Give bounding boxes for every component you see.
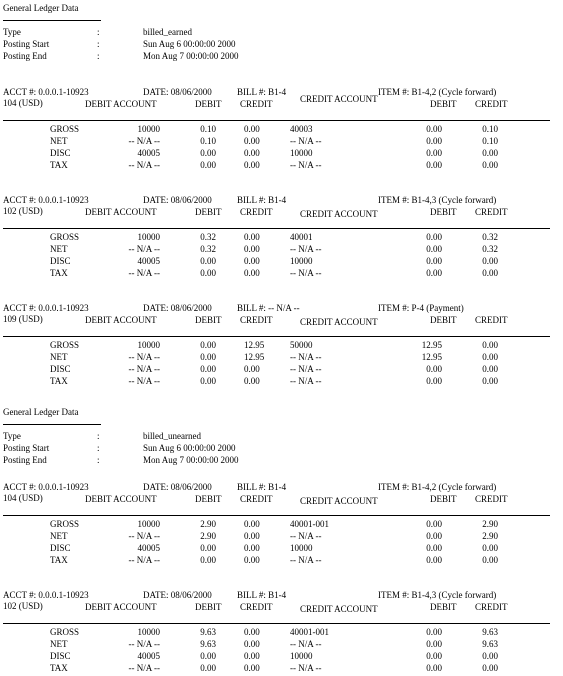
header-debit: DEBIT: [195, 207, 222, 217]
currency-code: 104 (USD): [3, 493, 43, 503]
header-debit: DEBIT: [195, 602, 222, 612]
row-label: NET: [50, 639, 68, 649]
row-debit-account: 10000: [137, 627, 160, 637]
header-debit-2: DEBIT: [430, 602, 457, 612]
meta-colon: :: [97, 39, 100, 49]
header-debit-account: DEBIT ACCOUNT: [85, 494, 157, 504]
row-debit: 0.00: [200, 268, 216, 278]
row-label: DISC: [50, 364, 71, 374]
header-debit: DEBIT: [195, 494, 222, 504]
header-credit: CREDIT: [240, 99, 273, 109]
row-credit: 0.00: [244, 627, 260, 637]
row-debit-account: -- N/A --: [128, 663, 160, 673]
row-credit-account: -- N/A --: [290, 136, 322, 146]
row-debit-2: 0.00: [426, 364, 442, 374]
item-number: ITEM #: B1-4,3 (Cycle forward): [378, 590, 497, 600]
row-debit-2: 12.95: [421, 352, 442, 362]
row-credit-account: 40003: [290, 124, 313, 134]
row-debit-2: 12.95: [421, 340, 442, 350]
bill-date: DATE: 08/06/2000: [143, 87, 212, 97]
row-credit-2: 9.63: [482, 639, 498, 649]
row-credit-2: 0.00: [482, 268, 498, 278]
row-credit: 12.95: [244, 340, 265, 350]
row-credit-account: -- N/A --: [290, 531, 322, 541]
row-debit-account: 40005: [137, 651, 160, 661]
item-number: ITEM #: B1-4,2 (Cycle forward): [378, 87, 497, 97]
row-credit: 0.00: [244, 160, 260, 170]
row-label: NET: [50, 244, 68, 254]
header-credit-account: CREDIT ACCOUNT: [300, 496, 378, 506]
row-debit-2: 0.00: [426, 136, 442, 146]
row-credit-account: -- N/A --: [290, 376, 322, 386]
header-credit-2: CREDIT: [475, 494, 508, 504]
row-label: GROSS: [50, 519, 80, 529]
row-credit: 0.00: [244, 136, 260, 146]
row-credit-account: -- N/A --: [290, 352, 322, 362]
row-debit-2: 0.00: [426, 543, 442, 553]
bill-number: BILL #: B1-4: [237, 590, 287, 600]
row-credit-account: -- N/A --: [290, 364, 322, 374]
row-debit-2: 0.00: [426, 148, 442, 158]
header-credit-2: CREDIT: [475, 207, 508, 217]
row-credit: 0.00: [244, 519, 260, 529]
header-credit: CREDIT: [240, 207, 273, 217]
row-label: TAX: [50, 555, 68, 565]
row-credit-2: 0.00: [482, 340, 498, 350]
row-credit-2: 9.63: [482, 627, 498, 637]
row-debit: 9.63: [200, 627, 216, 637]
row-label: GROSS: [50, 232, 80, 242]
row-debit-2: 0.00: [426, 555, 442, 565]
row-debit-2: 0.00: [426, 256, 442, 266]
meta-colon: :: [97, 431, 100, 441]
row-label: TAX: [50, 663, 68, 673]
row-debit-2: 0.00: [426, 376, 442, 386]
row-credit-account: 40001-001: [290, 519, 329, 529]
currency-code: 104 (USD): [3, 98, 43, 108]
header-underline: [3, 120, 550, 121]
meta-label: Posting Start: [3, 443, 50, 453]
row-debit-2: 0.00: [426, 651, 442, 661]
row-credit-2: 0.00: [482, 651, 498, 661]
row-debit-2: 0.00: [426, 627, 442, 637]
row-debit-2: 0.00: [426, 639, 442, 649]
row-credit-account: 10000: [290, 256, 313, 266]
row-debit: 0.00: [200, 160, 216, 170]
row-credit-account: -- N/A --: [290, 663, 322, 673]
meta-value: billed_earned: [143, 27, 192, 37]
bill-date: DATE: 08/06/2000: [143, 303, 212, 313]
section-title: General Ledger Data: [3, 407, 79, 417]
row-debit-account: -- N/A --: [128, 639, 160, 649]
row-credit: 0.00: [244, 531, 260, 541]
row-debit-account: 10000: [137, 340, 160, 350]
header-credit-2: CREDIT: [475, 99, 508, 109]
row-debit: 0.00: [200, 651, 216, 661]
row-label: TAX: [50, 268, 68, 278]
row-credit: 0.00: [244, 663, 260, 673]
row-credit-2: 0.00: [482, 352, 498, 362]
row-label: NET: [50, 531, 68, 541]
row-label: TAX: [50, 376, 68, 386]
row-credit-account: 10000: [290, 148, 313, 158]
row-debit-account: 10000: [137, 232, 160, 242]
row-credit-2: 0.32: [482, 244, 498, 254]
row-credit-2: 0.00: [482, 555, 498, 565]
header-credit: CREDIT: [240, 315, 273, 325]
bill-number: BILL #: B1-4: [237, 87, 287, 97]
row-label: DISC: [50, 651, 71, 661]
header-credit-account: CREDIT ACCOUNT: [300, 94, 378, 104]
meta-label: Posting End: [3, 455, 47, 465]
row-debit: 0.00: [200, 663, 216, 673]
row-credit-account: -- N/A --: [290, 244, 322, 254]
row-debit: 0.00: [200, 256, 216, 266]
meta-label: Type: [3, 431, 21, 441]
header-credit-2: CREDIT: [475, 602, 508, 612]
row-credit-account: -- N/A --: [290, 160, 322, 170]
acct-number: ACCT #: 0.0.0.1-10923: [3, 195, 89, 205]
row-credit: 0.00: [244, 148, 260, 158]
row-credit-account: 50000: [290, 340, 313, 350]
row-credit-2: 0.10: [482, 136, 498, 146]
row-credit-2: 0.00: [482, 376, 498, 386]
header-underline: [3, 228, 550, 229]
acct-number: ACCT #: 0.0.0.1-10923: [3, 87, 89, 97]
row-credit-2: 0.00: [482, 256, 498, 266]
row-credit-account: -- N/A --: [290, 639, 322, 649]
meta-value: Sun Aug 6 00:00:00 2000: [143, 39, 236, 49]
currency-code: 102 (USD): [3, 206, 43, 216]
row-credit: 0.00: [244, 268, 260, 278]
meta-label: Posting End: [3, 51, 47, 61]
header-debit: DEBIT: [195, 99, 222, 109]
header-credit-account: CREDIT ACCOUNT: [300, 604, 378, 614]
row-debit: 0.10: [200, 136, 216, 146]
row-label: GROSS: [50, 627, 80, 637]
row-debit: 0.10: [200, 124, 216, 134]
row-credit: 0.00: [244, 555, 260, 565]
row-debit: 0.00: [200, 543, 216, 553]
row-debit-2: 0.00: [426, 268, 442, 278]
header-debit: DEBIT: [195, 315, 222, 325]
row-debit-account: -- N/A --: [128, 136, 160, 146]
row-debit-account: 40005: [137, 543, 160, 553]
item-number: ITEM #: B1-4,3 (Cycle forward): [378, 195, 497, 205]
bill-number: BILL #: B1-4: [237, 482, 287, 492]
header-underline: [3, 623, 550, 624]
row-credit: 0.00: [244, 639, 260, 649]
bill-number: BILL #: -- N/A --: [237, 303, 300, 313]
row-credit: 0.00: [244, 376, 260, 386]
header-debit-account: DEBIT ACCOUNT: [85, 207, 157, 217]
row-credit: 0.00: [244, 364, 260, 374]
row-debit-account: -- N/A --: [128, 376, 160, 386]
row-debit-account: -- N/A --: [128, 555, 160, 565]
meta-value: billed_unearned: [143, 431, 201, 441]
row-debit: 0.00: [200, 352, 216, 362]
row-debit: 0.00: [200, 148, 216, 158]
row-credit-account: 10000: [290, 543, 313, 553]
row-debit-account: -- N/A --: [128, 352, 160, 362]
row-credit-2: 0.00: [482, 543, 498, 553]
row-debit-account: -- N/A --: [128, 268, 160, 278]
meta-value: Mon Aug 7 00:00:00 2000: [143, 455, 239, 465]
item-number: ITEM #: B1-4,2 (Cycle forward): [378, 482, 497, 492]
row-debit-account: -- N/A --: [128, 244, 160, 254]
acct-number: ACCT #: 0.0.0.1-10923: [3, 482, 89, 492]
row-credit-2: 0.00: [482, 364, 498, 374]
bill-date: DATE: 08/06/2000: [143, 590, 212, 600]
row-debit: 0.00: [200, 555, 216, 565]
header-credit: CREDIT: [240, 494, 273, 504]
header-debit-2: DEBIT: [430, 99, 457, 109]
row-debit-account: 40005: [137, 256, 160, 266]
row-credit-2: 0.10: [482, 124, 498, 134]
row-credit-account: 10000: [290, 651, 313, 661]
row-debit: 2.90: [200, 531, 216, 541]
row-debit: 0.00: [200, 340, 216, 350]
meta-colon: :: [97, 443, 100, 453]
meta-value: Sun Aug 6 00:00:00 2000: [143, 443, 236, 453]
meta-label: Type: [3, 27, 21, 37]
row-debit-2: 0.00: [426, 519, 442, 529]
section-title: General Ledger Data: [3, 3, 79, 13]
row-label: GROSS: [50, 124, 80, 134]
meta-colon: :: [97, 51, 100, 61]
row-credit-2: 0.00: [482, 160, 498, 170]
row-debit: 9.63: [200, 639, 216, 649]
row-credit-2: 0.00: [482, 663, 498, 673]
bill-date: DATE: 08/06/2000: [143, 195, 212, 205]
row-debit-account: 40005: [137, 148, 160, 158]
title-underline: [3, 424, 101, 425]
meta-colon: :: [97, 27, 100, 37]
row-debit: 0.32: [200, 232, 216, 242]
row-credit-account: 40001-001: [290, 627, 329, 637]
row-credit: 0.00: [244, 256, 260, 266]
header-credit-2: CREDIT: [475, 315, 508, 325]
header-debit-2: DEBIT: [430, 315, 457, 325]
row-debit: 0.00: [200, 364, 216, 374]
row-credit-2: 0.32: [482, 232, 498, 242]
row-debit-2: 0.00: [426, 124, 442, 134]
row-credit: 12.95: [244, 352, 265, 362]
row-label: DISC: [50, 148, 71, 158]
header-credit-account: CREDIT ACCOUNT: [300, 209, 378, 219]
row-debit: 2.90: [200, 519, 216, 529]
header-credit: CREDIT: [240, 602, 273, 612]
row-credit: 0.00: [244, 651, 260, 661]
item-number: ITEM #: P-4 (Payment): [378, 303, 464, 313]
row-credit: 0.00: [244, 232, 260, 242]
row-debit-account: -- N/A --: [128, 160, 160, 170]
row-credit-2: 2.90: [482, 531, 498, 541]
header-credit-account: CREDIT ACCOUNT: [300, 317, 378, 327]
row-debit: 0.00: [200, 376, 216, 386]
row-label: GROSS: [50, 340, 80, 350]
row-credit-2: 2.90: [482, 519, 498, 529]
meta-label: Posting Start: [3, 39, 50, 49]
row-debit-account: 10000: [137, 124, 160, 134]
row-debit-account: 10000: [137, 519, 160, 529]
row-credit-2: 0.00: [482, 148, 498, 158]
row-debit-account: -- N/A --: [128, 364, 160, 374]
row-credit: 0.00: [244, 124, 260, 134]
row-debit-2: 0.00: [426, 663, 442, 673]
row-debit-2: 0.00: [426, 531, 442, 541]
header-underline: [3, 515, 550, 516]
row-label: NET: [50, 352, 68, 362]
header-debit-account: DEBIT ACCOUNT: [85, 315, 157, 325]
header-debit-account: DEBIT ACCOUNT: [85, 602, 157, 612]
header-debit-account: DEBIT ACCOUNT: [85, 99, 157, 109]
row-credit: 0.00: [244, 543, 260, 553]
title-underline: [3, 20, 101, 21]
row-debit-2: 0.00: [426, 232, 442, 242]
header-debit-2: DEBIT: [430, 494, 457, 504]
header-underline: [3, 336, 550, 337]
row-debit-2: 0.00: [426, 244, 442, 254]
row-label: NET: [50, 136, 68, 146]
meta-colon: :: [97, 455, 100, 465]
row-label: DISC: [50, 543, 71, 553]
meta-value: Mon Aug 7 00:00:00 2000: [143, 51, 239, 61]
row-credit-account: -- N/A --: [290, 268, 322, 278]
bill-date: DATE: 08/06/2000: [143, 482, 212, 492]
row-credit-account: -- N/A --: [290, 555, 322, 565]
row-credit: 0.00: [244, 244, 260, 254]
header-debit-2: DEBIT: [430, 207, 457, 217]
row-debit-account: -- N/A --: [128, 531, 160, 541]
currency-code: 109 (USD): [3, 314, 43, 324]
row-credit-account: 40001: [290, 232, 313, 242]
row-debit-2: 0.00: [426, 160, 442, 170]
row-label: DISC: [50, 256, 71, 266]
row-label: TAX: [50, 160, 68, 170]
acct-number: ACCT #: 0.0.0.1-10923: [3, 303, 89, 313]
bill-number: BILL #: B1-4: [237, 195, 287, 205]
currency-code: 102 (USD): [3, 601, 43, 611]
acct-number: ACCT #: 0.0.0.1-10923: [3, 590, 89, 600]
row-debit: 0.32: [200, 244, 216, 254]
